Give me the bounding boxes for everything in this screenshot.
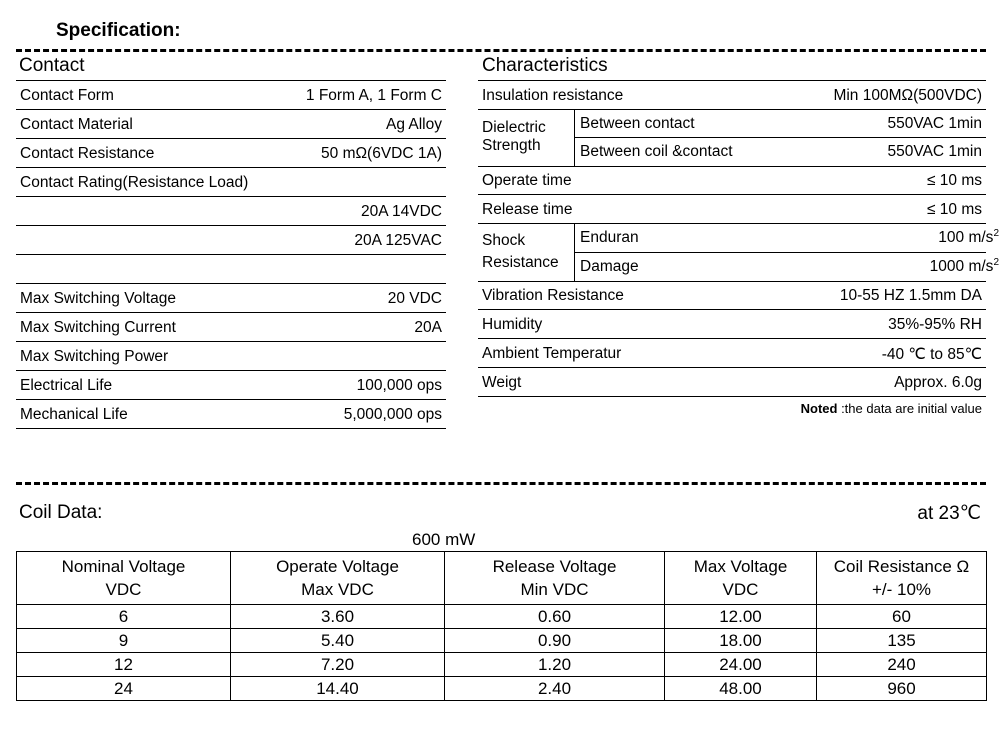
coil-cell: 0.90 [445, 629, 665, 653]
coil-temperature: at 23℃ [917, 503, 981, 524]
coil-header-line2: VDC [105, 580, 142, 599]
contact-row [16, 197, 446, 226]
coil-row [17, 677, 987, 701]
coil-cell: 3.60 [231, 605, 445, 629]
top-dashed-divider [16, 49, 986, 52]
ambient-temperature-label: Ambient Temperatur [482, 345, 622, 362]
ambient-temperature-row [478, 339, 986, 368]
humidity-label: Humidity [482, 316, 543, 333]
coil-header-line2: +/- 10% [871, 580, 932, 599]
contact-row [16, 81, 446, 110]
coil-header-cell [231, 552, 445, 605]
release-time-value: ≤ 10 ms [926, 201, 982, 218]
contact-row [16, 168, 446, 197]
contact-row [16, 284, 446, 313]
contact-value: 20 VDC [387, 290, 442, 307]
contact-label: Contact Form [20, 87, 114, 104]
contact-label: Contact Resistance [20, 145, 155, 162]
contact-value: 20A 14VDC [361, 203, 442, 220]
coil-header-cell [817, 552, 987, 605]
coil-cell: 960 [817, 677, 987, 701]
endurance-label: Enduran [580, 229, 639, 246]
vibration-row [478, 281, 986, 310]
humidity-row [478, 310, 986, 339]
coil-header-line1: Coil Resistance Ω [833, 557, 970, 576]
coil-cell: 60 [817, 605, 987, 629]
coil-cell: 5.40 [231, 629, 445, 653]
coil-cell: 12.00 [665, 605, 817, 629]
shock-resistance-label: Resistance [482, 254, 559, 271]
coil-cell: 9 [17, 629, 231, 653]
coil-cell: 24 [17, 677, 231, 701]
contact-value: 50 mΩ(6VDC 1A) [321, 145, 442, 162]
ambient-temperature-value: -40 ℃ to 85℃ [881, 346, 982, 363]
coil-row [17, 653, 987, 677]
weight-row [478, 368, 986, 397]
dielectric-inner-rule [574, 137, 986, 138]
coil-header-line2: Max VDC [301, 580, 374, 599]
damage-value: 1000 $m/s^2$ [929, 256, 999, 275]
humidity-value: 35%-95% RH [888, 316, 982, 333]
operate-time-row [478, 166, 986, 195]
contact-label: Contact Rating(Resistance Load) [20, 174, 249, 191]
coil-power: 600 mW [412, 530, 476, 549]
between-contact-value: 550VAC 1min [887, 115, 982, 132]
coil-header-cell [17, 552, 231, 605]
shock-label: Shock [482, 232, 526, 249]
contact-row [16, 255, 446, 284]
coil-cell: 135 [817, 629, 987, 653]
contact-value: 100,000 ops [356, 377, 442, 394]
characteristics-heading: Characteristics [482, 55, 608, 76]
coil-cell: 12 [17, 653, 231, 677]
coil-cell: 1.20 [445, 653, 665, 677]
between-coil-value: 550VAC 1min [887, 143, 982, 160]
release-time-label: Release time [482, 201, 573, 218]
contact-row [16, 342, 446, 371]
coil-cell: 18.00 [665, 629, 817, 653]
coil-header-line1: Operate Voltage [276, 557, 399, 576]
damage-label: Damage [580, 258, 639, 275]
dielectric-label: Dielectric [482, 119, 546, 136]
weight-value: Approx. 6.0g [894, 374, 982, 391]
vibration-label: Vibration Resistance [482, 287, 624, 304]
coil-cell: 24.00 [665, 653, 817, 677]
coil-cell: 7.20 [231, 653, 445, 677]
contact-label: Max Switching Current [20, 319, 176, 336]
weight-label: Weigt [482, 374, 522, 391]
contact-row [16, 110, 446, 139]
insulation-label: Insulation resistance [482, 87, 624, 104]
coil-header-line1: Nominal Voltage [61, 557, 186, 576]
between-contact-label: Between contact [580, 115, 695, 132]
vibration-value: 10-55 HZ 1.5mm DA [839, 287, 982, 304]
contact-heading: Contact [19, 55, 85, 76]
contact-label: Max Switching Voltage [20, 290, 176, 307]
strength-label: Strength [482, 137, 541, 154]
contact-label: Mechanical Life [20, 406, 128, 423]
coil-header-line2: Min VDC [520, 580, 589, 599]
contact-value: Ag Alloy [385, 116, 442, 133]
contact-row [16, 313, 446, 342]
coil-header-row [17, 552, 987, 605]
coil-row [17, 605, 987, 629]
shock-inner-rule [574, 252, 986, 253]
coil-header-cell [445, 552, 665, 605]
contact-row [16, 371, 446, 400]
coil-cell: 48.00 [665, 677, 817, 701]
coil-cell: 14.40 [231, 677, 445, 701]
coil-data-heading: Coil Data: [19, 502, 103, 523]
coil-header-line1: Release Voltage [492, 557, 617, 576]
shock-divider [574, 224, 575, 281]
contact-label: Contact Material [20, 116, 133, 133]
contact-value: 5,000,000 ops [343, 406, 442, 423]
coil-header-line2: VDC [722, 580, 759, 599]
contact-value: 20A 125VAC [354, 232, 442, 249]
contact-value: 1 Form A, 1 Form C [305, 87, 442, 104]
contact-label: Electrical Life [20, 377, 113, 394]
coil-cell: 0.60 [445, 605, 665, 629]
contact-row [16, 226, 446, 255]
insulation-row [478, 81, 986, 110]
dielectric-divider [574, 109, 575, 166]
contact-row [16, 400, 446, 429]
contact-value: 20A [414, 319, 442, 336]
coil-row [17, 629, 987, 653]
contact-label: Max Switching Power [20, 348, 169, 365]
coil-header-cell [665, 552, 817, 605]
coil-cell: 240 [817, 653, 987, 677]
note-text: Noted :the data are initial value [800, 401, 982, 416]
insulation-value: Min 100MΩ(500VDC) [833, 87, 982, 104]
coil-cell: 2.40 [445, 677, 665, 701]
operate-time-label: Operate time [482, 172, 572, 189]
release-time-row [478, 195, 986, 224]
contact-row [16, 139, 446, 168]
coil-dashed-divider [16, 482, 986, 485]
coil-cell: 6 [17, 605, 231, 629]
coil-header-line1: Max Voltage [693, 557, 788, 576]
coil-data-table [16, 551, 987, 701]
endurance-value: 100 $m/s^2$ [938, 227, 999, 246]
page-title: Specification: [56, 20, 181, 41]
operate-time-value: ≤ 10 ms [926, 172, 982, 189]
between-coil-label: Between coil &contact [580, 143, 733, 160]
